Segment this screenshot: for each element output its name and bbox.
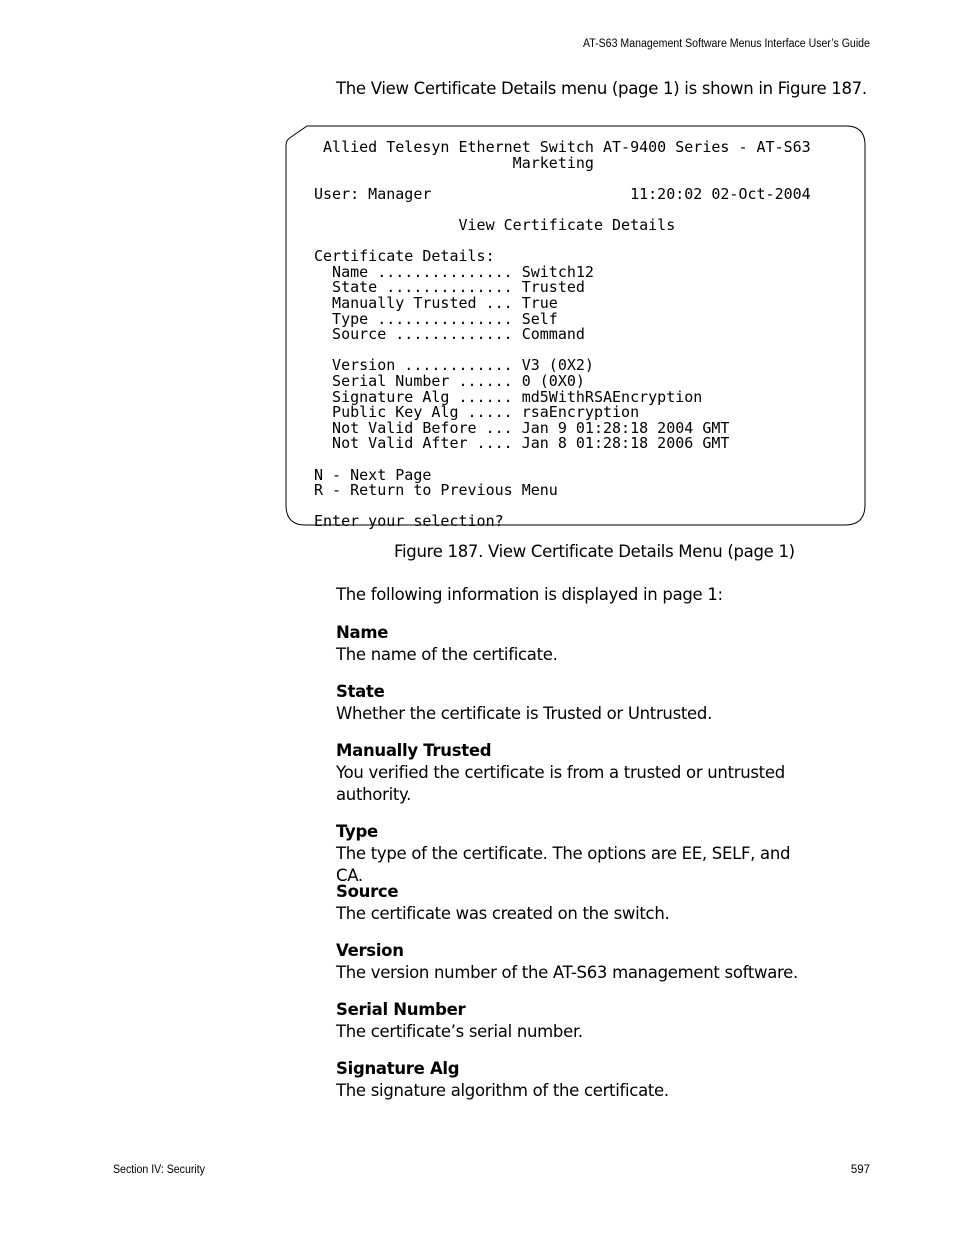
- description-intro: The following information is displayed in page 1:: [336, 585, 723, 604]
- terminal-line: State .............. Trusted: [314, 278, 585, 297]
- terminal-line: Not Valid Before ... Jan 9 01:28:18 2004 GMT: [314, 418, 730, 437]
- field-name: [336, 622, 806, 666]
- terminal-line: Signature Alg ...... md5WithRSAEncryption: [314, 387, 703, 406]
- field-term: Version: [336, 941, 404, 960]
- field-term: Type: [336, 822, 378, 841]
- field-state: [336, 681, 806, 725]
- terminal-line: Serial Number ...... 0 (0X0): [314, 372, 585, 390]
- terminal-line: Enter your selection?: [314, 512, 504, 531]
- terminal-line: Manually Trusted ... True: [314, 294, 558, 312]
- terminal-line: Not Valid After .... Jan 8 01:28:18 2006 GMT: [314, 434, 730, 453]
- terminal-line: User: Manager 11:20:02 02-Oct-2004: [314, 184, 811, 203]
- field-term: Serial Number: [336, 1000, 466, 1019]
- terminal-line: Source ............. Command: [314, 325, 585, 344]
- terminal-line: N - Next Page: [314, 465, 432, 484]
- terminal-line: Allied Telesyn Ethernet Switch AT-9400 Series - AT-S63: [314, 138, 811, 156]
- field-version: [336, 940, 806, 984]
- field-definition: The name of the certificate.: [336, 645, 558, 664]
- field-source: [336, 881, 806, 925]
- field-definition: The certificate was created on the switch.: [336, 904, 670, 923]
- field-term: Manually Trusted: [336, 741, 492, 760]
- field-definition: The type of the certificate. The options are EE, SELF, and CA.: [336, 844, 791, 885]
- field-signature-alg: [336, 1058, 806, 1102]
- field-term: Signature Alg: [336, 1059, 460, 1078]
- field-definition: Whether the certificate is Trusted or Untrusted.: [336, 704, 713, 723]
- field-definition: The version number of the AT-S63 management software.: [336, 963, 798, 982]
- field-definition: You verified the certificate is from a trusted or untrusted authority.: [336, 763, 785, 804]
- intro-paragraph: The View Certificate Details menu (page 1) is shown in Figure 187.: [336, 79, 867, 98]
- field-manually-trusted: [336, 740, 806, 806]
- terminal-line: Marketing: [314, 153, 594, 172]
- field-term: State: [336, 682, 385, 701]
- terminal-line: Version ............ V3 (0X2): [314, 356, 594, 375]
- field-term: Source: [336, 882, 399, 901]
- terminal-line: Certificate Details:: [314, 247, 495, 266]
- terminal-line: Public Key Alg ..... rsaEncryption: [314, 403, 640, 422]
- field-type: [336, 821, 806, 887]
- terminal-line: Type ............... Self: [314, 309, 558, 328]
- footer-section: Section IV: Security: [113, 1164, 205, 1176]
- field-definition: The certificate’s serial number.: [336, 1022, 583, 1041]
- field-term: Name: [336, 623, 389, 642]
- terminal-line: R - Return to Previous Menu: [314, 481, 558, 500]
- field-serial-number: [336, 999, 806, 1043]
- field-definition: The signature algorithm of the certificate.: [336, 1081, 669, 1100]
- page-number: 597: [850, 1164, 870, 1176]
- terminal-line: Name ............... Switch12: [314, 262, 594, 281]
- terminal-line: View Certificate Details: [314, 216, 676, 234]
- running-header: AT-S63 Management Software Menus Interface User’s Guide: [583, 38, 870, 50]
- figure-caption: Figure 187. View Certificate Details Menu (page 1): [394, 542, 795, 561]
